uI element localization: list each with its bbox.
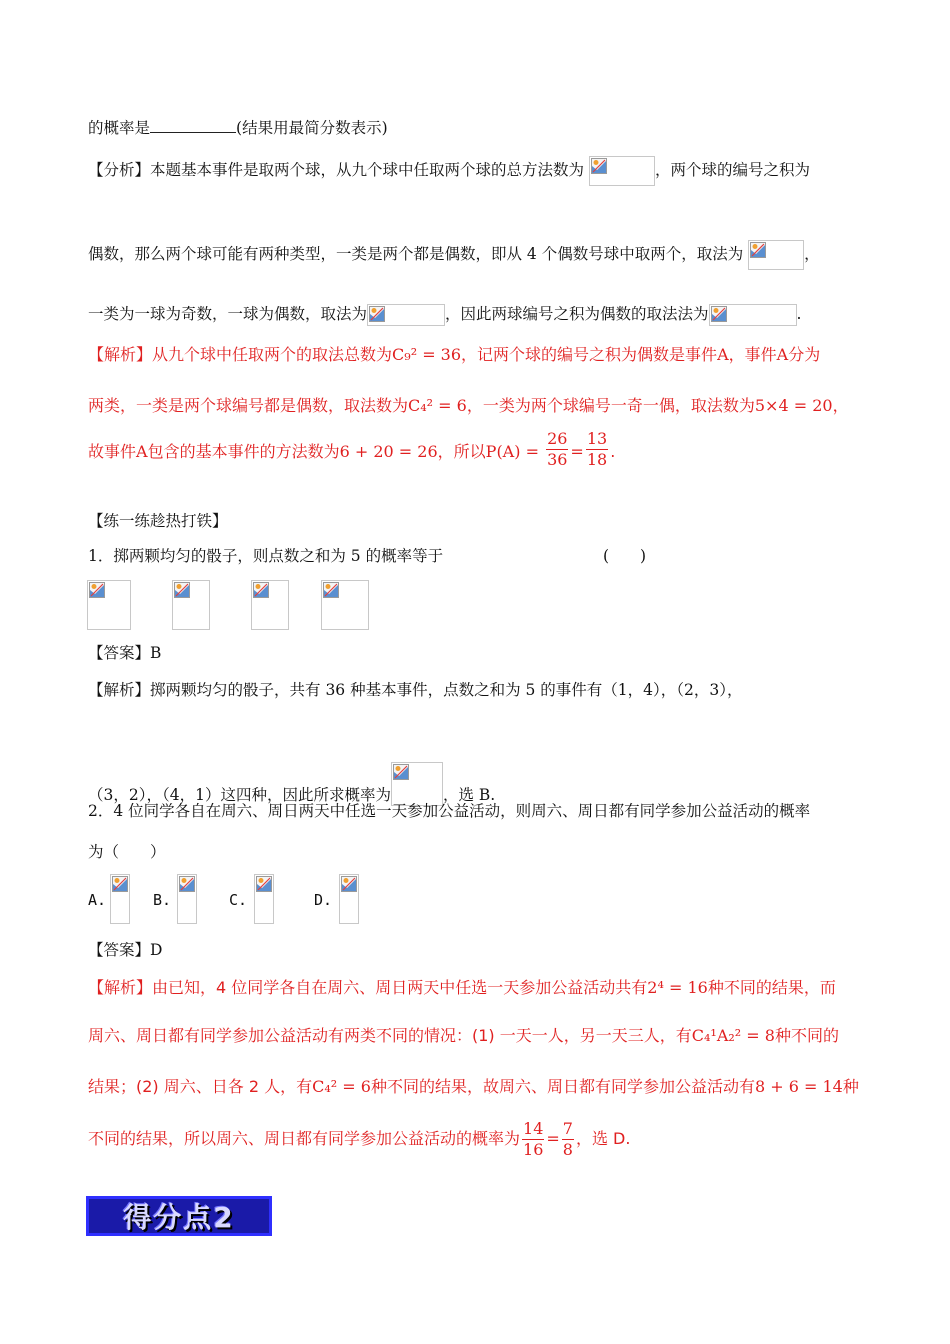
question-2-stem-2: 为（ ）	[88, 843, 166, 861]
analysis-line-2: 偶数，那么两个球可能有两种类型，一类是两个都是偶数，即从 4 个偶数号球中取两个，取法为 ，	[88, 240, 820, 270]
question-2-answer: 【答案】D	[88, 941, 163, 959]
question-1-solution-line-2: （3，2），（4，1）这四种，因此所求概率为 ，选 B.	[88, 762, 495, 806]
q1-option-image-a	[87, 580, 131, 630]
broken-image-icon	[393, 764, 409, 780]
question-2-solution-line-4: 不同的结果，所以周六、周日都有同学参加公益活动的概率为 $\frac{14}{16}$ = $\frac{7}{8}$ ，选 D.	[88, 1119, 631, 1159]
q2-option-d-label: D.	[314, 891, 333, 909]
fraction: $\frac{7}{8}$	[562, 1119, 573, 1159]
broken-image-icon	[89, 582, 105, 598]
formula-image-placeholder	[589, 156, 655, 186]
fraction: $\frac{26}{36}$	[547, 429, 568, 469]
fraction: $\frac{14}{16}$	[523, 1119, 544, 1159]
solution-line-2: 两类，一类是两个球编号都是偶数，取法数为C₄² = 6，一类为两个球编号一奇一偶，取法数为5×4 = 20，	[88, 396, 849, 415]
analysis-line-1: 【分析】本题基本事件是取两个球，从九个球中任取两个球的总方法数为 ，两个球的编号之积为	[88, 156, 810, 186]
intro-line: 的概率是 (结果用最简分数表示)	[88, 119, 388, 137]
question-1-paren: ( )	[603, 547, 647, 565]
broken-image-icon	[323, 582, 339, 598]
q2-option-d-image	[339, 874, 359, 924]
q2-option-c-image	[254, 874, 274, 924]
q2-option-b-label: B.	[153, 891, 172, 909]
fraction: $\frac{13}{18}$	[586, 429, 608, 469]
formula-image-placeholder	[367, 304, 445, 326]
question-2-solution-line-3: 结果；(2) 周六、日各 2 人，有C₄² = 6种不同的结果，故周六、周日都有同学参加公益活动有8 + 6 = 14种	[88, 1077, 859, 1096]
broken-image-icon	[174, 582, 190, 598]
broken-image-icon	[591, 158, 607, 174]
question-1-stem: 1．掷两颗均匀的骰子，则点数之和为 5 的概率等于	[88, 547, 444, 565]
broken-image-icon	[711, 306, 727, 322]
question-1-solution-line-1: 【解析】掷两颗均匀的骰子，共有 36 种基本事件，点数之和为 5 的事件有（1，4），（2，3），	[88, 681, 743, 699]
broken-image-icon	[253, 582, 269, 598]
q2-option-a-image	[110, 874, 130, 924]
q2-option-a-label: A.	[88, 891, 107, 909]
answer-blank	[150, 118, 236, 133]
q2-option-b-image	[177, 874, 197, 924]
broken-image-icon	[369, 306, 385, 322]
section-banner	[86, 1196, 272, 1236]
broken-image-icon	[179, 876, 195, 892]
section-banner-text: 得分点2	[123, 1201, 235, 1234]
formula-image-placeholder	[748, 240, 804, 270]
solution-line-3: 故事件A包含的基本事件的方法数为6 + 20 = 26，所以P(A) = $\frac{26}{36}$ = $\frac{13}{18}$ .	[88, 429, 616, 469]
broken-image-icon	[112, 876, 128, 892]
broken-image-icon	[256, 876, 272, 892]
question-2-solution-line-1: 【解析】由已知，4 位同学各自在周六、周日两天中任选一天参加公益活动共有2⁴ = 16种不同的结果，而	[88, 978, 836, 997]
practice-title: 【练一练趁热打铁】	[88, 512, 228, 530]
formula-image-placeholder	[709, 304, 797, 326]
solution-line-1: 【解析】从九个球中任取两个的取法总数为C₉² = 36，记两个球的编号之积为偶数是事件A，事件A分为	[88, 345, 821, 364]
question-2-stem-1: 2．4 位同学各自在周六、周日两天中任选一天参加公益活动，则周六、周日都有同学参加公益活动的概率	[88, 802, 811, 820]
q1-option-image-d	[321, 580, 369, 630]
question-1-answer: 【答案】B	[88, 644, 162, 662]
q2-option-c-label: C.	[229, 891, 248, 909]
q1-option-image-c	[251, 580, 289, 630]
question-2-solution-line-2: 周六、周日都有同学参加公益活动有两类不同的情况：(1) 一天一人，另一天三人，有C₄¹A₂² = 8种不同的	[88, 1026, 839, 1045]
analysis-line-3: 一类为一球为奇数，一球为偶数，取法为 ，因此两球编号之积为偶数的取法法为 .	[88, 303, 801, 326]
broken-image-icon	[750, 242, 766, 258]
broken-image-icon	[341, 876, 357, 892]
q1-option-image-b	[172, 580, 210, 630]
